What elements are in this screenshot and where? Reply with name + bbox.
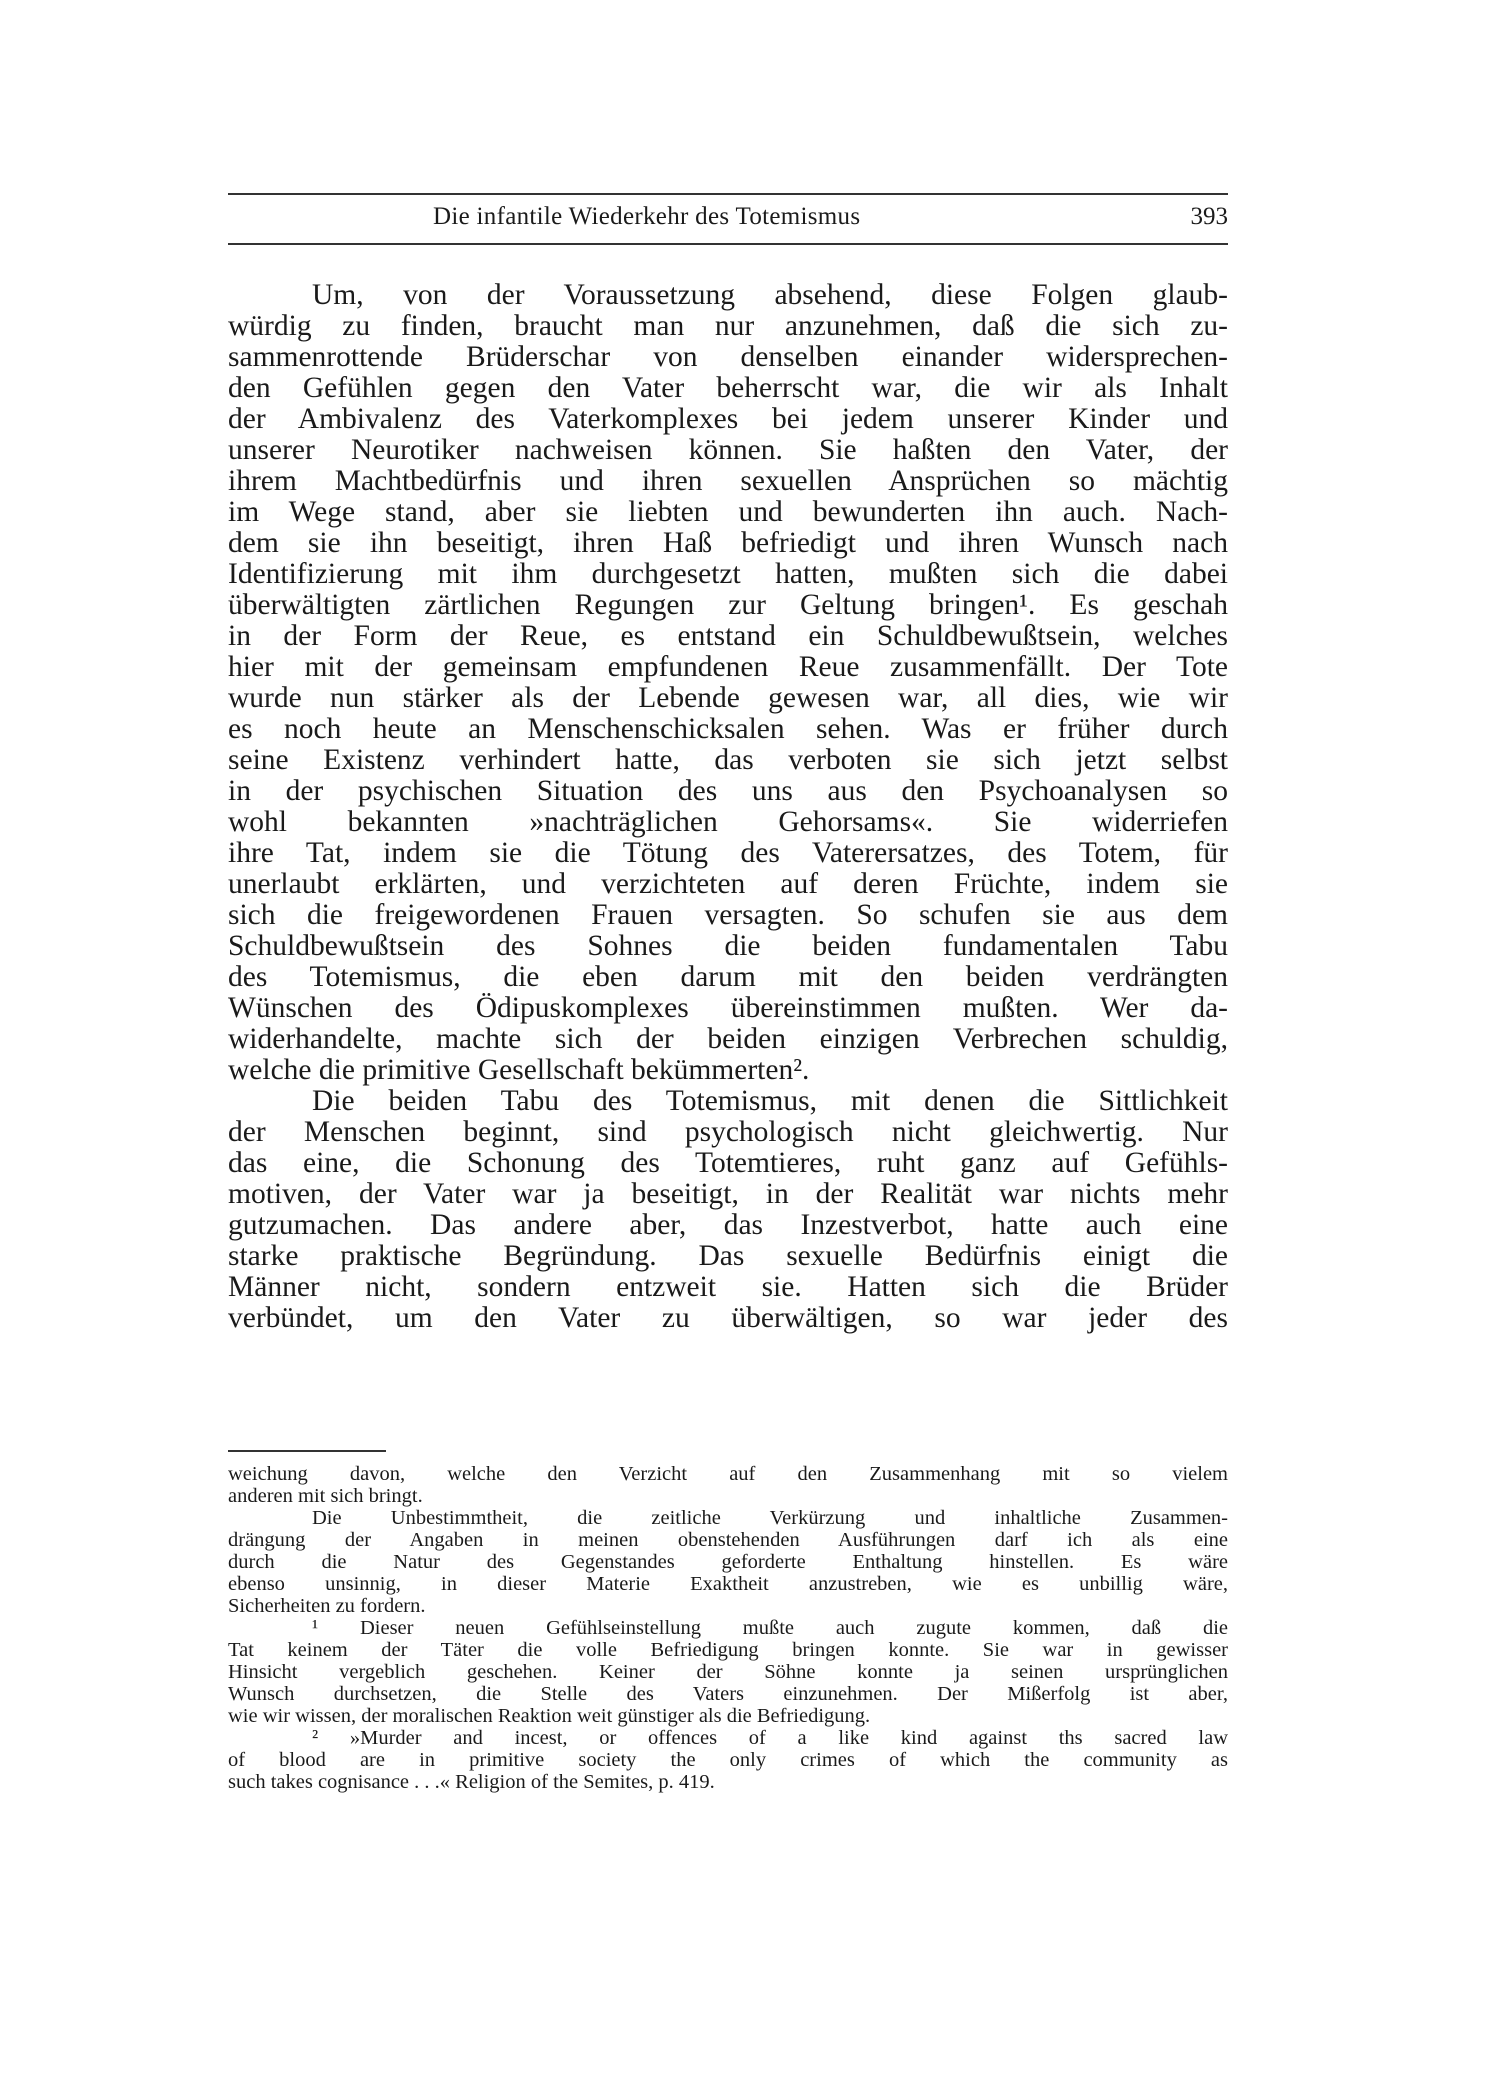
body-text: [228, 280, 1228, 1334]
body-line: welche die primitive Gesellschaft bekümmerten².: [228, 1055, 810, 1086]
body-line: unserer Neurotiker nachweisen können. Sie haßten den Vater, der: [228, 435, 1228, 466]
body-line: des Totemismus, die eben darum mit den beiden verdrängten: [228, 962, 1228, 993]
footnote-line: wie wir wissen, der moralischen Reaktion weit günstiger als die Befriedigung.: [228, 1705, 871, 1727]
running-title: Die infantile Wiederkehr des Totemismus: [433, 203, 861, 230]
body-line: der Menschen beginnt, sind psychologisch nicht gleichwertig. Nur: [228, 1117, 1228, 1148]
footnote-line: such takes cognisance . . .« Religion of the Semites, p. 419.: [228, 1771, 715, 1793]
body-line: sich die freigewordenen Frauen versagten. So schufen sie aus dem: [228, 900, 1228, 931]
body-line: in der psychischen Situation des uns aus den Psychoanalysen so: [228, 776, 1228, 807]
body-line: Um, von der Voraussetzung absehend, diese Folgen glaub-: [312, 280, 1228, 311]
footnote-line: Sicherheiten zu fordern.: [228, 1595, 426, 1617]
body-line: motiven, der Vater war ja beseitigt, in der Realität war nichts mehr: [228, 1179, 1228, 1210]
footnote-line: anderen mit sich bringt.: [228, 1485, 423, 1507]
body-line: starke praktische Begründung. Das sexuelle Bedürfnis einigt die: [228, 1241, 1228, 1272]
body-line: wurde nun stärker als der Lebende gewesen war, all dies, wie wir: [228, 683, 1228, 714]
body-line: unerlaubt erklärten, und verzichteten auf deren Früchte, indem sie: [228, 869, 1228, 900]
body-line: in der Form der Reue, es entstand ein Schuldbewußtsein, welches: [228, 621, 1228, 652]
header-rule-bottom: [228, 243, 1228, 245]
footnote-line: Tat keinem der Täter die volle Befriedigung bringen konnte. Sie war in gewisser: [228, 1639, 1228, 1661]
body-line: es noch heute an Menschenschicksalen sehen. Was er früher durch: [228, 714, 1228, 745]
body-line: gutzumachen. Das andere aber, das Inzestverbot, hatte auch eine: [228, 1210, 1228, 1241]
body-line: hier mit der gemeinsam empfundenen Reue zusammenfällt. Der Tote: [228, 652, 1228, 683]
body-line: den Gefühlen gegen den Vater beherrscht war, die wir als Inhalt: [228, 373, 1228, 404]
body-line: der Ambivalenz des Vaterkomplexes bei jedem unserer Kinder und: [228, 404, 1228, 435]
footnote-line: Wunsch durchsetzen, die Stelle des Vaters einzunehmen. Der Mißerfolg ist aber,: [228, 1683, 1228, 1705]
body-line: würdig zu finden, braucht man nur anzunehmen, daß die sich zu-: [228, 311, 1228, 342]
body-line: Die beiden Tabu des Totemismus, mit denen die Sittlichkeit: [312, 1086, 1228, 1117]
footnote-line: Die Unbestimmtheit, die zeitliche Verkürzung und inhaltliche Zusammen-: [312, 1507, 1228, 1529]
body-line: das eine, die Schonung des Totemtieres, ruht ganz auf Gefühls-: [228, 1148, 1228, 1179]
body-line: ihrem Machtbedürfnis und ihren sexuellen Ansprüchen so mächtig: [228, 466, 1228, 497]
body-line: ihre Tat, indem sie die Tötung des Vaterersatzes, des Totem, für: [228, 838, 1228, 869]
body-line: widerhandelte, machte sich der beiden einzigen Verbrechen schuldig,: [228, 1024, 1228, 1055]
footnote-line: ² »Murder and incest, or offences of a like kind against ths sacred law: [312, 1727, 1228, 1749]
body-line: seine Existenz verhindert hatte, das verboten sie sich jetzt selbst: [228, 745, 1228, 776]
body-line: Schuldbewußtsein des Sohnes die beiden fundamentalen Tabu: [228, 931, 1228, 962]
footnote-rule: [228, 1450, 386, 1452]
body-line: Männer nicht, sondern entzweit sie. Hatten sich die Brüder: [228, 1272, 1228, 1303]
body-line: Wünschen des Ödipuskomplexes übereinstimmen mußten. Wer da-: [228, 993, 1228, 1024]
footnote-line: durch die Natur des Gegenstandes geforderte Enthaltung hinstellen. Es wäre: [228, 1551, 1228, 1573]
footnote-line: of blood are in primitive society the only crimes of which the community as: [228, 1749, 1228, 1771]
body-line: überwältigten zärtlichen Regungen zur Geltung bringen¹. Es geschah: [228, 590, 1228, 621]
page-number: 393: [1190, 203, 1228, 230]
body-line: verbündet, um den Vater zu überwältigen, so war jeder des: [228, 1303, 1228, 1334]
footnote-line: Hinsicht vergeblich geschehen. Keiner der Söhne konnte ja seinen ursprünglichen: [228, 1661, 1228, 1683]
body-line: sammenrottende Brüderschar von denselben einander widersprechen-: [228, 342, 1228, 373]
body-line: Identifizierung mit ihm durchgesetzt hatten, mußten sich die dabei: [228, 559, 1228, 590]
footnote-line: weichung davon, welche den Verzicht auf den Zusammenhang mit so vielem: [228, 1463, 1228, 1485]
body-line: im Wege stand, aber sie liebten und bewunderten ihn auch. Nach-: [228, 497, 1228, 528]
footnote-line: drängung der Angaben in meinen obenstehenden Ausführungen darf ich als eine: [228, 1529, 1228, 1551]
body-line: wohl bekannten »nachträglichen Gehorsams«. Sie widerriefen: [228, 807, 1228, 838]
footnote-line: ebenso unsinnig, in dieser Materie Exaktheit anzustreben, wie es unbillig wäre,: [228, 1573, 1228, 1595]
footnote-line: ¹ Dieser neuen Gefühlseinstellung mußte auch zugute kommen, daß die: [312, 1617, 1228, 1639]
body-line: dem sie ihn beseitigt, ihren Haß befriedigt und ihren Wunsch nach: [228, 528, 1228, 559]
header-rule-top: [228, 193, 1228, 195]
running-header: [228, 193, 1228, 245]
footnotes: [228, 1463, 1228, 1793]
